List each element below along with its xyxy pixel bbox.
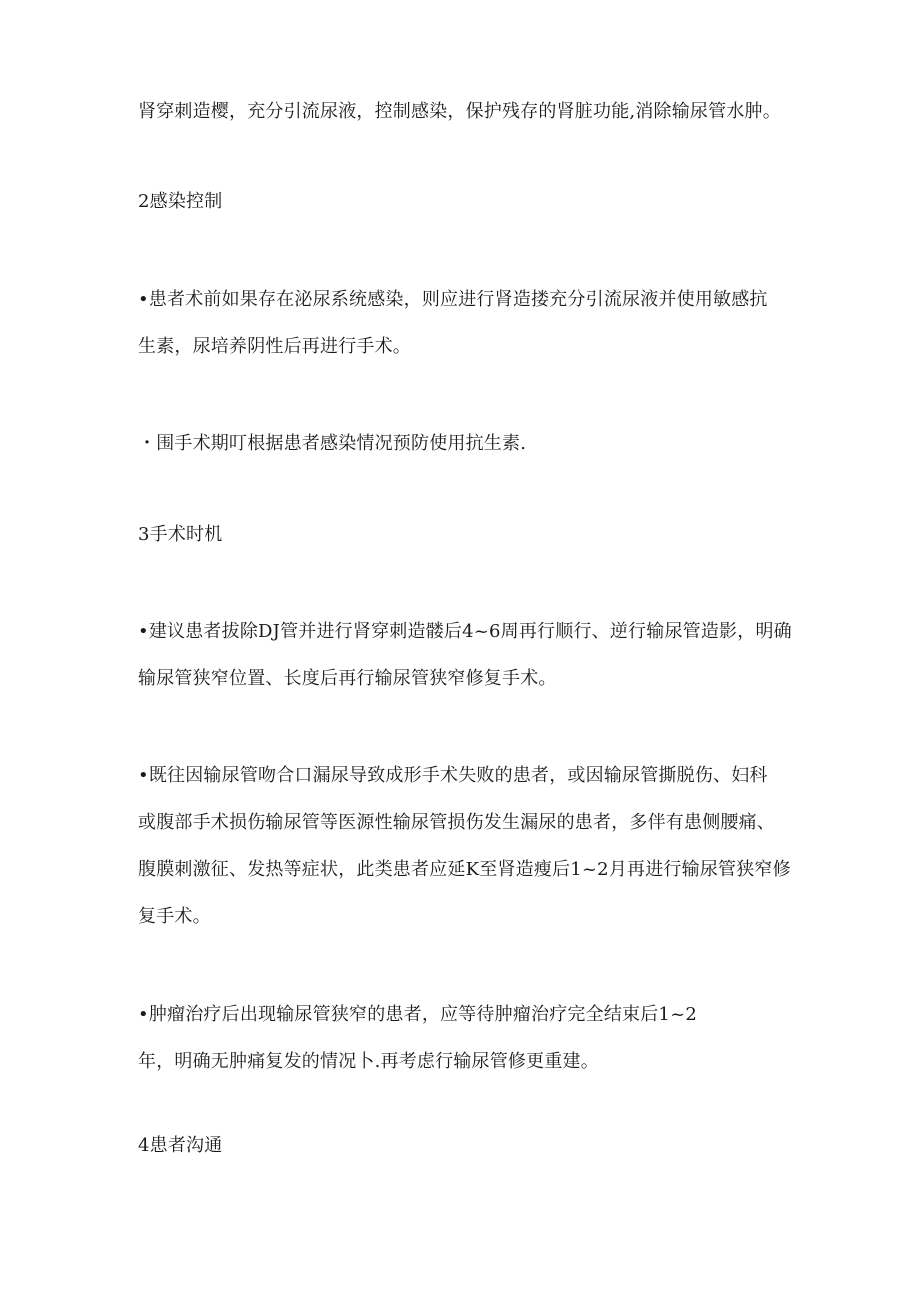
section-3-bullet-2-line-2: 或腹部手术损伤输尿管等医源性输尿管损伤发生漏尿的患者，多伴有患侧腰痛、 (138, 812, 775, 833)
section-3-bullet-2-line-1: •既往因输尿管吻合口漏尿导致成形手术失败的患者，或因输尿管撕脱伤、妇科 (138, 765, 768, 786)
section-3-bullet-1-line-2: 输尿管狭窄位置、长度后再行输尿管狭窄修复手术。 (138, 668, 557, 689)
section-3-bullet-2-line-4: 复手术。 (138, 906, 211, 927)
intro-line: 肾穿刺造樱，充分引流尿液，控制感染，保护残存的肾脏功能,消除输尿管水肿。 (138, 101, 781, 122)
section-4-heading: 4患者沟通 (138, 1135, 223, 1156)
section-2-bullet-1-line-2: 生素，尿培养阴性后再进行手术。 (138, 336, 411, 357)
section-3-bullet-3-line-2: 年，明确无肿痛复发的情况卜.再考虑行输尿管修更重建。 (138, 1051, 599, 1072)
section-2-bullet-1-line-1: •患者术前如果存在泌尿系统感染，则应进行肾造搂充分引流尿液并使用敏感抗 (138, 289, 768, 310)
section-3-bullet-2-line-3: 腹膜刺激征、发热等症状，此类患者应延K至肾造瘦后1~2月再进行输尿管狭窄修 (138, 859, 791, 880)
section-2-heading: 2感染控制 (138, 191, 223, 212)
section-3-bullet-3-line-1: •肿瘤治疗后出现输尿管狭窄的患者，应等待肿瘤治疗完全结束后1~2 (138, 1004, 698, 1025)
section-3-bullet-1-line-1: •建议患者拔除DJ管并进行肾穿刺造髅后4~6周再行顺行、逆行输尿管造影，明确 (138, 621, 792, 642)
section-3-heading: 3手术时机 (138, 524, 223, 545)
section-2-bullet-2-line-1: ・围手术期叮根据患者感染情况预防使用抗生素. (138, 433, 527, 454)
